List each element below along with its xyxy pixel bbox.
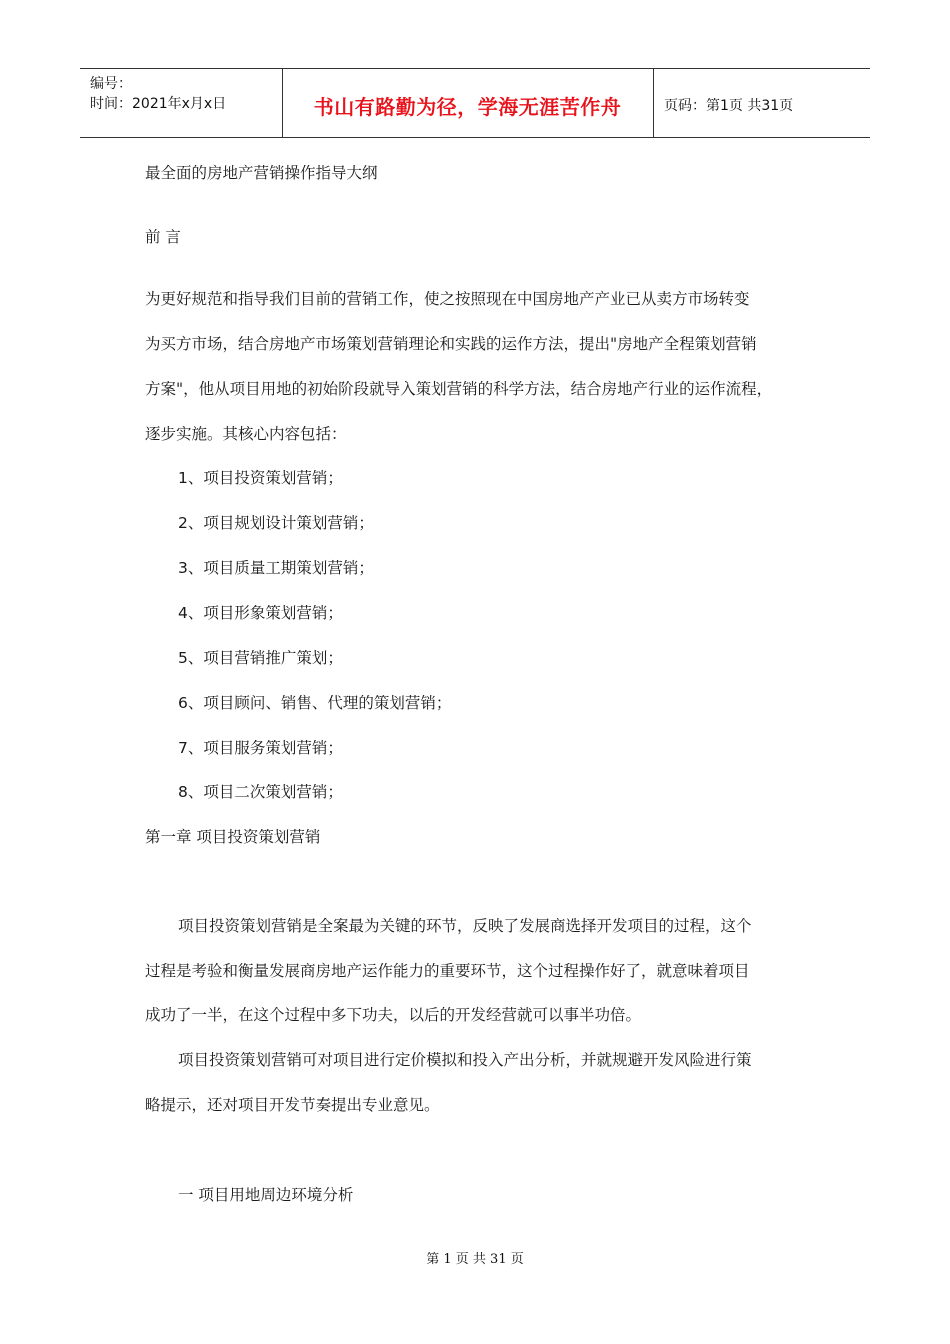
intro-line: 方案"，他从项目用地的初始阶段就导入策划营销的科学方法，结合房地产行业的运作流程， (145, 380, 773, 398)
preface-heading: 前 言 (145, 228, 181, 246)
header-page-info: 页码：第1页 共31页 (664, 98, 794, 114)
list-item: 1、项目投资策划营销； (178, 469, 343, 487)
document-title: 最全面的房地产营销操作指导大纲 (145, 164, 378, 182)
paragraph-line: 略提示，还对项目开发节奏提出专业意见。 (145, 1096, 440, 1114)
list-item: 7、项目服务策划营销； (178, 739, 343, 757)
intro-line: 为买方市场，结合房地产市场策划营销理论和实践的运作方法，提出"房地产全程策划营销 (145, 335, 757, 353)
list-item: 3、项目质量工期策划营销； (178, 559, 374, 577)
paragraph-line: 过程是考验和衡量发展商房地产运作能力的重要环节，这个过程操作好了，就意味着项目 (145, 962, 750, 980)
list-item: 4、项目形象策划营销； (178, 604, 343, 622)
chapter-heading: 第一章 项目投资策划营销 (145, 828, 321, 846)
paragraph-line: 项目投资策划营销是全案最为关键的环节，反映了发展商选择开发项目的过程，这个 (178, 917, 752, 935)
list-item: 6、项目顾问、销售、代理的策划营销； (178, 694, 452, 712)
document-time-label: 时间：2021年x月x日 (90, 96, 227, 112)
page-footer: 第 1 页 共 31 页 (426, 1252, 524, 1267)
section-heading: 一 项目用地周边环境分析 (178, 1186, 354, 1204)
list-item: 8、项目二次策划营销； (178, 783, 343, 801)
list-item: 5、项目营销推广策划； (178, 649, 343, 667)
paragraph-line: 项目投资策划营销可对项目进行定价模拟和投入产出分析，并就规避开发风险进行策 (178, 1051, 752, 1069)
intro-line: 为更好规范和指导我们目前的营销工作，使之按照现在中国房地产产业已从卖方市场转变 (145, 290, 750, 308)
list-item: 2、项目规划设计策划营销； (178, 514, 374, 532)
header-motto: 书山有路勤为径，学海无涯苦作舟 (313, 95, 622, 119)
header-meta-cell (80, 69, 283, 137)
page-header (80, 68, 870, 138)
header-page-cell (654, 69, 870, 137)
intro-line: 逐步实施。其核心内容包括： (145, 425, 347, 443)
paragraph-line: 成功了一半，在这个过程中多下功夫，以后的开发经营就可以事半功倍。 (145, 1006, 642, 1024)
document-code-label: 编号： (90, 76, 132, 92)
header-motto-cell (282, 69, 654, 137)
